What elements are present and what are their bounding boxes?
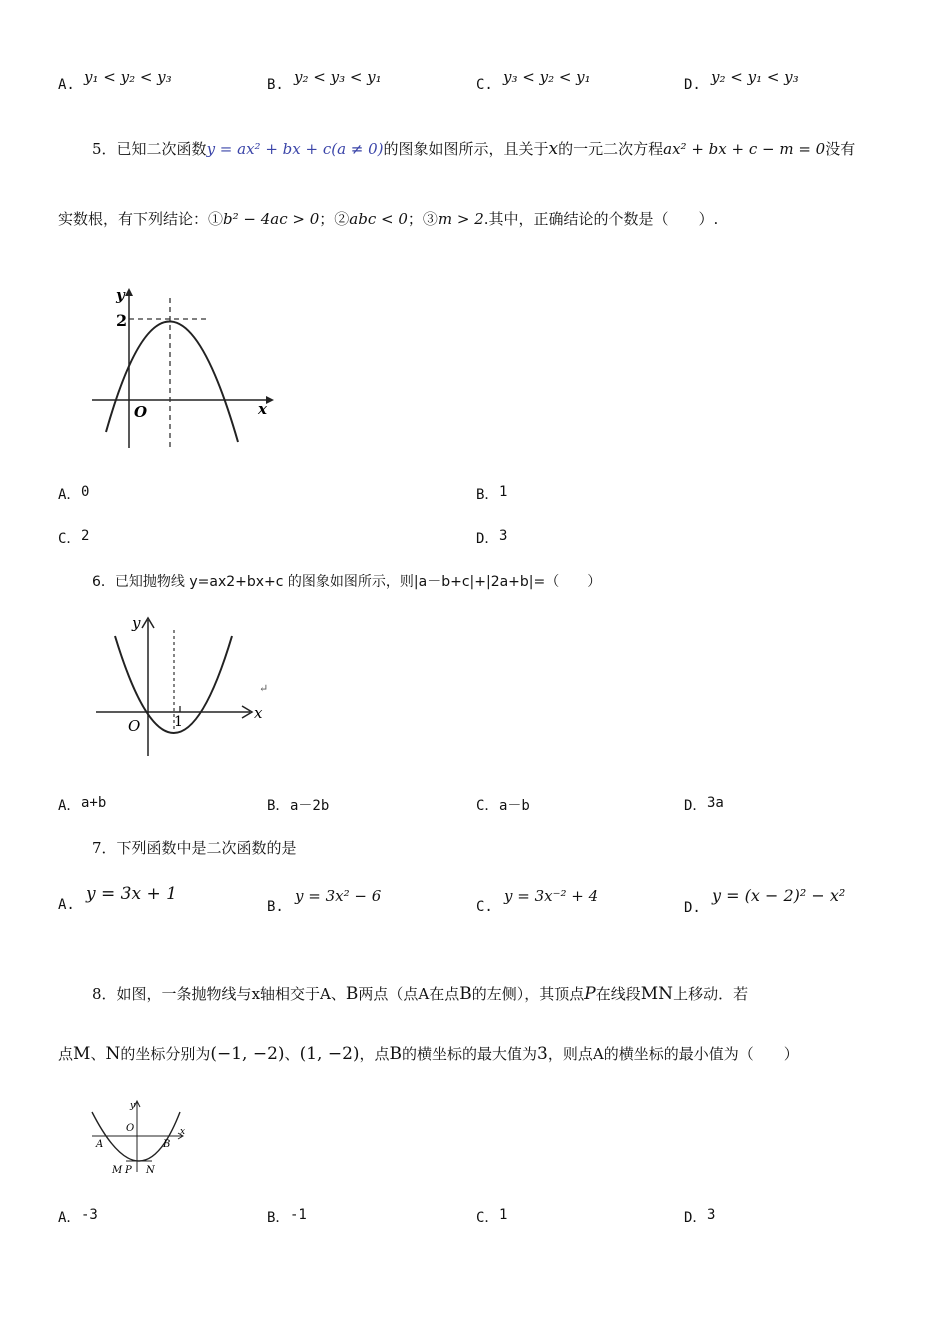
- q6-tick-label: 1: [174, 714, 183, 730]
- q5-y-arrow: [125, 288, 133, 296]
- q8-coord-n: (1, −2): [299, 1044, 360, 1064]
- q8-point-a-3: A: [592, 1045, 604, 1063]
- q8-text-6: 在线段: [595, 985, 641, 1003]
- q8-option-c-label: C．: [476, 1210, 499, 1226]
- q5-option-d-label: D．: [476, 531, 499, 547]
- q6-option-d-value: 3a: [707, 795, 724, 811]
- q7-option-b-expr: y = 3x² − 6: [295, 887, 382, 905]
- q6-text: 6．已知抛物线 y=ax2+bx+c 的图象如图所示，则|a－b+c|+|2a+b|=（ ）: [92, 574, 602, 590]
- q8-y-label: y: [130, 1101, 136, 1111]
- q8-text-3: 两点（点: [358, 985, 419, 1003]
- q7-option-d-expr: y = (x − 2)² − x²: [712, 886, 846, 905]
- q8-label-p: P: [125, 1165, 132, 1176]
- q5-condition-1: b² − 4ac > 0: [223, 210, 320, 228]
- q7-option-a-label: A.: [58, 897, 75, 913]
- q5-option-c-label: C．: [58, 531, 81, 547]
- q5-line2-a: 实数根，有下列结论：①: [58, 210, 224, 228]
- q8-point-b-2: B: [459, 984, 472, 1004]
- q5-y-label: y: [116, 286, 125, 304]
- q8-sep-1: 、: [330, 985, 346, 1003]
- q4-option-d-expr: y₂ < y₁ < y₃: [711, 68, 799, 86]
- q8-graph: [86, 1098, 196, 1178]
- q6-option-b-value: a－2b: [290, 798, 330, 814]
- q8-line-2: [58, 1043, 799, 1064]
- q8-text-4: 在点: [429, 985, 460, 1003]
- q5-graph: [88, 280, 288, 450]
- q8-option-b-value: -1: [290, 1207, 307, 1223]
- q8-x-label: x: [180, 1127, 186, 1137]
- q6-return-mark: ↵: [259, 682, 269, 695]
- q4-option-b-expr: y₂ < y₃ < y₁: [294, 68, 382, 86]
- q8-text-5: 的左侧），其顶点: [471, 985, 585, 1003]
- q6-x-label: x: [254, 704, 263, 722]
- q7-option-a-expr: y = 3x + 1: [86, 884, 177, 904]
- q6-option-c-label: C．: [476, 798, 499, 814]
- q8-point-p: P: [584, 984, 596, 1004]
- q7-text: 7．下列函数中是二次函数的是: [92, 839, 297, 857]
- q7-option-c-label: C.: [476, 899, 493, 915]
- q5-option-a-label: A．: [58, 487, 81, 503]
- q8-point-a: A: [320, 985, 331, 1003]
- q4-option-a-expr: y₁ < y₂ < y₃: [84, 68, 172, 86]
- q8-point-a-2: A: [418, 985, 430, 1003]
- q4-option-c-label: C.: [476, 77, 493, 93]
- q8-point-m: M: [73, 1044, 91, 1064]
- q5-option-b-label: B．: [476, 487, 499, 503]
- q5-condition-3: m > 2: [437, 210, 484, 228]
- q5-parabola: [106, 321, 238, 442]
- q8-line2-d: 的横坐标的最大值为: [402, 1045, 538, 1063]
- q8-label-a: A: [96, 1139, 104, 1150]
- q4-option-d-label: D.: [684, 77, 701, 93]
- q5-max-label: 2: [116, 311, 128, 330]
- q5-text-2: 的图象如图所示，且关于: [383, 140, 549, 158]
- q5-line-1: [92, 138, 855, 159]
- q8-sep-2: 、: [90, 1045, 106, 1063]
- q5-option-a-value: 0: [81, 484, 90, 500]
- q5-x-label: x: [258, 400, 267, 418]
- q4-option-b-label: B.: [267, 77, 284, 93]
- q5-option-c-value: 2: [81, 528, 90, 544]
- q8-text-1: 如图，一条抛物线与: [116, 985, 252, 1003]
- q6-y-label: y: [132, 614, 141, 632]
- q5-line2-b: ；②: [319, 210, 350, 228]
- q8-option-c-value: 1: [499, 1207, 508, 1223]
- q8-sep-3: 、: [284, 1045, 300, 1063]
- q8-line2-f: 的横坐标的最小值为（ ）: [603, 1045, 799, 1063]
- q5-condition-2: abc < 0: [349, 210, 408, 228]
- q8-point-n: N: [105, 1044, 121, 1064]
- q8-label-n: N: [146, 1165, 155, 1176]
- q5-equation: ax² + bx + c − m = 0: [663, 140, 826, 158]
- q8-line2-b: 的坐标分别为: [120, 1045, 211, 1063]
- q6-option-b-label: B．: [267, 798, 290, 814]
- q8-label-b: B: [163, 1139, 171, 1150]
- q8-point-b-3: B: [389, 1044, 403, 1064]
- q8-origin-label: O: [126, 1123, 135, 1134]
- q8-label-m: M: [112, 1165, 123, 1176]
- q6-option-d-label: D．: [684, 798, 707, 814]
- q8-point-b: B: [345, 984, 359, 1004]
- q7-option-d-label: D.: [684, 900, 701, 916]
- q7-option-c-expr: y = 3x⁻² + 4: [504, 887, 599, 905]
- q8-option-a-label: A．: [58, 1210, 81, 1226]
- q4-option-c-expr: y₃ < y₂ < y₁: [503, 68, 591, 86]
- q6-origin-label: O: [128, 717, 141, 735]
- q8-number: 8．: [92, 985, 117, 1003]
- q6-option-a-value: a+b: [81, 795, 107, 811]
- q5-option-b-value: 1: [499, 484, 508, 500]
- q8-line-1: [92, 983, 748, 1004]
- q8-option-d-value: 3: [707, 1207, 716, 1223]
- q6-option-a-label: A．: [58, 798, 81, 814]
- q5-origin-label: O: [134, 403, 148, 421]
- q8-option-d-label: D．: [684, 1210, 707, 1226]
- q8-option-b-label: B．: [267, 1210, 290, 1226]
- q5-var-x: x: [548, 139, 559, 159]
- q6-graph: [92, 610, 282, 760]
- q5-option-d-value: 3: [499, 528, 508, 544]
- q8-max-value: 3: [537, 1044, 548, 1064]
- q8-line2-e: ，则点: [547, 1045, 593, 1063]
- q5-x-arrow: [266, 396, 274, 404]
- q5-line2-c: ；③: [407, 210, 438, 228]
- q5-text-3: 的一元二次方程: [558, 140, 664, 158]
- q8-line2-a: 点: [58, 1045, 74, 1063]
- q5-text-4: 没有: [825, 140, 856, 158]
- q8-line2-c: ，点: [359, 1045, 390, 1063]
- q5-number: 5．: [92, 140, 117, 158]
- q8-option-a-value: -3: [81, 1207, 98, 1223]
- q5-line2-d: .其中，正确结论的个数是（ ）.: [483, 210, 719, 228]
- q8-x-axis-letter: x: [251, 985, 261, 1003]
- q5-line-2: [58, 208, 718, 229]
- q8-segment-mn: MN: [640, 984, 674, 1004]
- q5-text-1: 已知二次函数: [116, 140, 207, 158]
- q8-coord-m: (−1, −2): [210, 1044, 285, 1064]
- q7-option-b-label: B.: [267, 899, 284, 915]
- q8-text-2: 轴相交于: [260, 985, 321, 1003]
- q5-function: y = ax² + bx + c(a ≠ 0): [206, 140, 384, 158]
- q4-option-a-label: A.: [58, 77, 75, 93]
- q6-option-c-value: a－b: [499, 798, 530, 814]
- q8-text-7: 上移动．若: [673, 985, 749, 1003]
